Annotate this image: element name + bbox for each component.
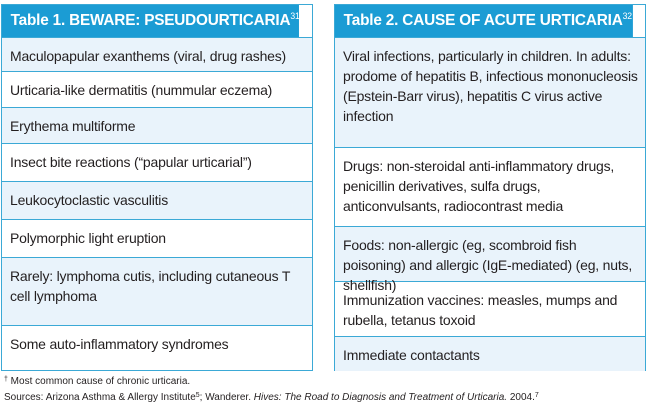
table2-cell: Drugs: non-steroidal anti-inflammatory drugs, penicillin derivatives, sulfa drugs, anticonvulsants, radiocontrast media	[343, 158, 615, 214]
table2-title-ref: 32	[622, 11, 632, 21]
table1-cell: Urticaria-like dermatitis (nummular eczema)	[10, 82, 273, 98]
table2-cell: Immunization vaccines: measles, mumps and rubella, tetanus toxoid	[343, 292, 618, 328]
footnote-text: Most common cause of chronic urticaria.	[7, 376, 191, 387]
table1-title: Table 1. BEWARE: PSEUDOURTICARIA	[10, 12, 291, 29]
sources-book-title: Hives: The Road to Diagnosis and Treatment of Urticaria.	[253, 392, 508, 403]
table2-row	[335, 281, 645, 336]
table1-row	[2, 325, 312, 370]
table2-row	[335, 37, 645, 147]
table1-cell: Polymorphic light eruption	[10, 230, 166, 246]
table2-row	[335, 147, 645, 226]
pseudourticaria-table	[1, 4, 313, 371]
sources-year: 2004.	[507, 392, 535, 403]
table2-cell: Foods: non-allergic (eg, scombroid fish poisoning) and allergic (IgE-mediated) (eg, nuts, shellfish)	[343, 237, 633, 293]
sources-ref: 7	[534, 392, 539, 399]
table1-row	[2, 219, 312, 257]
table1-header	[2, 5, 299, 37]
table-notes	[4, 373, 539, 405]
footnote	[4, 373, 539, 389]
table1-row	[2, 257, 312, 325]
table2-row	[335, 226, 645, 293]
table1-cell: Erythema multiforme	[10, 118, 136, 134]
table1-title-ref: 31	[290, 11, 300, 21]
table1-row	[2, 143, 312, 181]
table2-cell: Immediate contactants	[343, 347, 480, 363]
acute-urticaria-causes-table	[334, 4, 646, 371]
table1-cell: Maculopapular exanthems (viral, drug rashes)	[10, 48, 286, 64]
table1-row	[2, 181, 312, 219]
table1-cell: Some auto-inflammatory syndromes	[10, 336, 229, 352]
sources-author: ; Wanderer.	[199, 392, 254, 403]
sources-line	[4, 389, 539, 405]
table2-cell: Viral infections, particularly in children. In adults: prodome of hepatitis B, infectious mononucleosis (Epstein-Barr virus), hepatitis C virus active infection	[343, 48, 638, 124]
footnote-marker: †	[4, 376, 8, 383]
table1-cell: Insect bite reactions (“papular urticarial”)	[10, 154, 252, 170]
table1-row	[2, 37, 312, 71]
table1-row	[2, 107, 312, 143]
table2-header	[335, 5, 633, 37]
table1-cell: Rarely: lymphoma cutis, including cutaneous T cell lymphoma	[10, 268, 290, 304]
sources-ref: 5	[195, 392, 200, 399]
table2-title: Table 2. CAUSE OF ACUTE URTICARIA	[343, 12, 623, 29]
table2-row	[335, 336, 645, 371]
table1-cell: Leukocytoclastic vasculitis	[10, 192, 168, 208]
sources-prefix: Sources: Arizona Asthma & Allergy Institute	[4, 392, 196, 403]
table1-row	[2, 71, 312, 107]
